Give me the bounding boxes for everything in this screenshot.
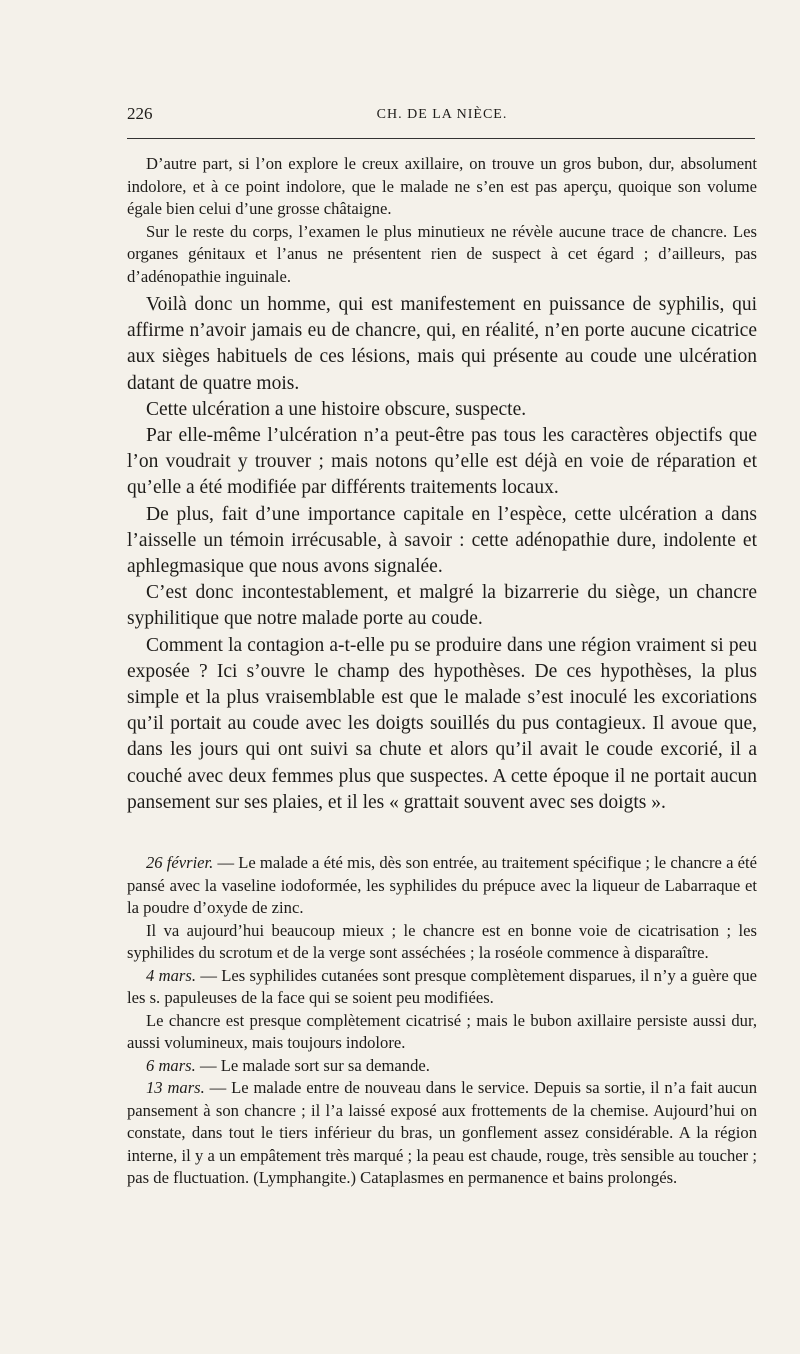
paragraph: De plus, fait d’une importance capitale en l’espèce, cette ulcération a dans l’aisselle un témoin irrécusable, à savoir : cette adénopathie dure, indolente et aphlegmasique que nous avons signalée.: [127, 503, 757, 578]
journal-entry: [127, 852, 757, 920]
journal-entry: [127, 1055, 757, 1078]
journal-entry: [127, 965, 757, 1010]
entry-text: — Le malade a été mis, dès son entrée, au traitement spécifique ; le chancre a été pansé avec la vaseline iodoformée, les syphilides du prépuce avec la liqueur de Labarraque et la poudre d’oxyde de zinc.: [127, 853, 757, 917]
entry-date: 6 mars.: [146, 1055, 196, 1075]
entry-date: 26 février.: [146, 853, 214, 872]
entry-date: 13 mars.: [146, 1078, 205, 1097]
paragraph: Voilà donc un homme, qui est manifestement en puissance de syphilis, qui affirme n’avoir jamais eu de chancre, qui, en réalité, n’en porte aucune cicatrice aux sièges habituels de ces lésions, mais qui présente au coude une ulcération datant de quatre mois.: [127, 294, 757, 394]
page-number: 226: [127, 104, 153, 123]
header-rule: [127, 138, 755, 139]
paragraph: D’autre part, si l’on explore le creux axillaire, on trouve un gros bubon, dur, absolument indolore, et à ce point indolore, que le malade ne s’en est pas aperçu, quoique son volume égale bien celui d’une grosse châtaigne.: [127, 154, 757, 218]
entry-text: — Le malade entre de nouveau dans le service. Depuis sa sortie, il n’a fait aucun pansement à son chancre ; il l’a laissé exposé aux frottements de la chemise. Aujourd’hui on constate, dans tout le tiers inférieur du bras, un gonflement assez considérable. A la région interne, il y a un empâtement très marqué ; la peau est chaude, rouge, très sensible au toucher ; pas de fluctuation. (Lymphangite.) Cataplasmes en permanence et bains prolongés.: [127, 1078, 757, 1187]
journal-entry: [127, 1010, 757, 1055]
paragraph: Cette ulcération a une histoire obscure, suspecte.: [146, 398, 527, 420]
entry-text: — Les syphilides cutanées sont presque complètement disparues, il n’y a guère que les s. papuleuses de la face qui se soient peu modifiées.: [127, 965, 757, 1007]
discussion-section: [127, 292, 757, 816]
journal-entry: [127, 1077, 757, 1190]
journal-entry: [127, 920, 757, 965]
paragraph: Par elle-même l’ulcération n’a peut-être pas tous les caractères objectifs que l’on voudrait y trouver ; mais notons qu’elle est déjà en voie de réparation et qu’elle a été modifiée par différents traitements locaux.: [127, 425, 757, 499]
case-journal-section: [127, 852, 757, 1190]
entry-text: — Le malade sort sur sa demande.: [195, 1055, 430, 1075]
paragraph: C’est donc incontestablement, et malgré la bizarrerie du siège, un chancre syphilitique que notre malade porte au coude.: [127, 582, 757, 630]
running-title: CH. DE LA NIÈCE.: [376, 107, 508, 122]
entry-text: Le chancre est presque complètement cicatrisé ; mais le bubon axillaire persiste aussi dur, aussi volumineux, mais toujours indolore.: [127, 1010, 757, 1052]
paragraph: Sur le reste du corps, l’examen le plus minutieux ne révèle aucune trace de chancre. Les organes génitaux et l’anus ne présentent rien de suspect à cet égard ; d’ailleurs, pas d’adénopathie inguinale.: [127, 221, 757, 286]
page-header: [127, 104, 757, 128]
paragraph: Comment la contagion a-t-elle pu se produire dans une région vraiment si peu exposée ? Ici s’ouvre le champ des hypothèses. De ces hypothèses, la plus simple et la plus vraisemblable est que le malade s’est inoculé les excoriations qu’il portait au coude avec les doigts souillés du pus contagieux. Il avoue que, dans les jours qui ont suivi sa chute et alors qu’il avait le coude excorié, il a couché avec deux femmes plus que suspectes. A cette époque il ne portait aucun pansement sur ses plaies, et il les « grattait souvent avec ses doigts ».: [127, 634, 757, 813]
entry-text: Il va aujourd’hui beaucoup mieux ; le chancre est en bonne voie de cicatrisation ; les syphilides du scrotum et de la verge sont asséchées ; la roséole commence à disparaître.: [127, 920, 757, 962]
clinical-exam-section: [127, 153, 757, 288]
entry-date: 4 mars.: [146, 965, 196, 985]
